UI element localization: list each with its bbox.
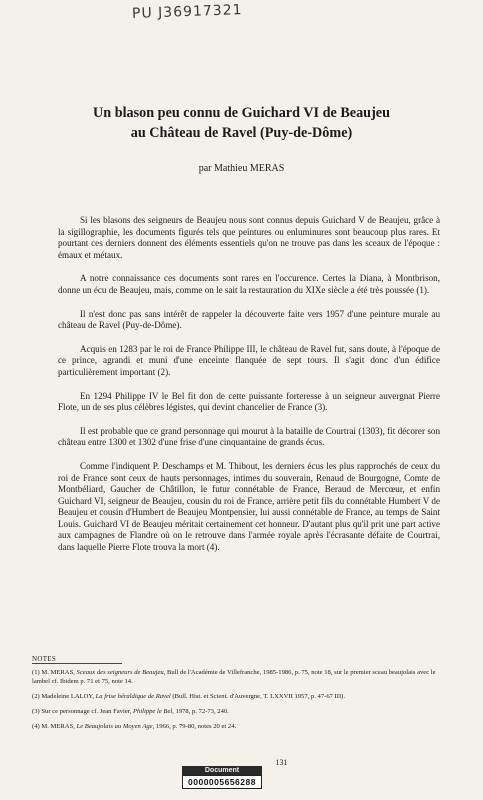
paragraph: A notre connaissance ces documents sont rares en l'occurence. Certes la Diana, à Montbrison, donne un écu de Beaujeu, mais, comme on le sait la restauration du XIXe siècle a été très poussée (1). <box>58 273 440 295</box>
notes-heading: NOTES <box>32 655 57 663</box>
author-byline: par Mathieu MERAS <box>198 163 285 174</box>
paragraph: Acquis en 1283 par le roi de France Philippe III, le château de Ravel fut, sans doute, à l'époque de ce prince, agrandi et muni d'une enceinte flanquée de sept tours. Il s'agit donc d'un édifice particulièrement important (2). <box>58 343 440 377</box>
notes-divider <box>32 663 122 664</box>
footnotes <box>32 668 446 737</box>
footnote-number: (3) <box>32 708 40 715</box>
article-title <box>0 103 483 143</box>
footnote-rest: Bull de l'Académie de Villefranche, 1985-1986, p. 75, note 18, sur le premier sceau beaujolais avec le lambel cf. Ibidem p. 71 et 75, note 14. <box>32 669 436 685</box>
footnote <box>32 692 446 701</box>
footnote-author: Sur ce personnage cf. Jean Favier, <box>41 708 132 715</box>
footnote-rest: 1978, p. 72-73, 240. <box>175 708 229 715</box>
footnote <box>32 722 446 731</box>
paragraph: Si les blasons des seigneurs de Beaujeu nous sont connus depuis Guichard V de Beaujeu, grâce à la sigillographie, les documents figurés tels que peintures ou enluminures sont beaucoup plus rares. Et pourtant ces derniers donnent des éléments essentiels qu'on ne trouve pas dans les sceaux de l'époque : émaux et métaux. <box>58 215 440 260</box>
footnote-author: M. MERAS, <box>41 723 75 730</box>
footnote <box>32 668 446 686</box>
paragraph: En 1294 Philippe IV le Bel fit don de cette puissante forteresse à un seigneur auvergnat Pierre Flote, un de ses plus célèbres légistes, qui devint chancelier de France (3). <box>58 390 440 413</box>
footnote-author: M. MERAS, <box>41 669 75 676</box>
stamp-label: Document <box>182 766 262 775</box>
article-body <box>58 215 440 566</box>
title-line-1: Un blason peu connu de Guichard VI de Beaujeu <box>93 105 390 121</box>
footnote-rest: (Bull. Hist. et Scient. d'Auvergne, T. LXXVII 1957, p. 47-67 III). <box>172 693 345 700</box>
footnote-number: (2) <box>32 693 40 700</box>
document-barcode-stamp <box>182 766 262 789</box>
footnote-work: Philippe le Bel, <box>133 708 174 715</box>
footnote-work: Le Beaujolais au Moyen Age, <box>76 723 155 730</box>
footnote <box>32 707 446 716</box>
footnote-work: Sceaux des seigneurs de Beaujeu, <box>76 669 166 676</box>
footnote-rest: 1966, p. 79-80, notes 20 et 24. <box>155 723 237 730</box>
handwritten-reference: PU J36917321 <box>131 2 243 22</box>
footnote-author: Madeleine LALOY, <box>41 693 94 700</box>
paragraph: Comme l'indiquent P. Deschamps et M. Thibout, les derniers écus les plus rapprochés de ceux du roi de France sont ceux de hauts personnages, intimes du souverain, Renaud de Bourgogne, Comte de Montbéliard, Gaucher de Châtillon, le futur connétable de France, Beraud de Mercœur, et enfin Guichard VI, seigneur de Beaujeu, cousin du roi de France, arrière petit fils du connétable Humbert V de Beaujeu et cousin d'Humbert de Beaujeu Montpensier, lui aussi connétable de France, au temps de Saint Louis. Guichard VI de Beaujeu méritait certainement cet honneur. D'autant plus qu'il prit une part active aux campagnes de Flandre où on le retrouve dans l'armée royale après l'écrasante défaite de Courtrai, dans laquelle Pierre Flote trouva la mort (4). <box>58 460 440 553</box>
paragraph: Il est probable que ce grand personnage qui mourut à la bataille de Courtrai (1303), fit décorer son château entre 1300 et 1302 d'une frise d'une cinquantaine de grands écus. <box>58 425 440 448</box>
footnote-work: La frise héraldique de Ravel <box>95 693 171 700</box>
footnote-number: (4) <box>32 723 40 730</box>
stamp-code: 0000005656288 <box>182 775 262 789</box>
page-number: 131 <box>275 758 288 767</box>
paragraph: Il n'est donc pas sans intérêt de rappeler la découverte faite vers 1957 d'une peinture murale au château de Ravel (Puy-de-Dôme). <box>58 308 440 331</box>
footnote-number: (1) <box>32 669 40 676</box>
title-line-2: au Château de Ravel (Puy-de-Dôme) <box>130 125 353 141</box>
